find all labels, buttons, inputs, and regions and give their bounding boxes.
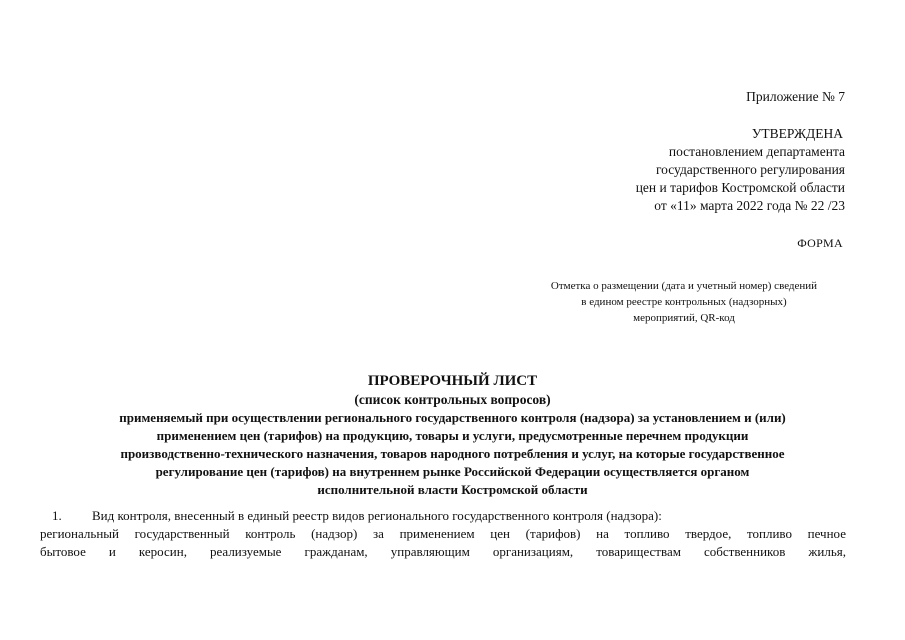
approval-block (636, 125, 845, 215)
title-line: исполнительной власти Костромской области (317, 482, 588, 497)
title-line: применением цен (тарифов) на продукцию, товары и услуги, предусмотренные перечнем продукции (156, 428, 749, 443)
form-label: ФОРМА (797, 236, 843, 250)
title-line: регулирование цен (тарифов) на внутреннем рынке Российской Федерации осуществляется органом (155, 464, 750, 479)
section-heading-text: Вид контроля, внесенный в единый реестр видов регионального государственного контроля (надзора): (92, 508, 662, 523)
approval-heading: УТВЕРЖДЕНА (751, 126, 843, 141)
approval-line: цен и тарифов Костромской области (635, 180, 845, 195)
title-line: применяемый при осуществлении регионального государственного контроля (надзора) за установлением и (или) (119, 410, 786, 425)
appendix-label: Приложение № 7 (746, 89, 845, 104)
title-line: производственно-технического назначения, товаров народного потребления и услуг, на которые государственное (120, 446, 785, 461)
registry-mark-note (514, 278, 854, 326)
approval-line: от «11» марта 2022 года № 22 /23 (654, 198, 845, 213)
mark-note-line: в едином реестре контрольных (надзорных) (581, 296, 787, 308)
document-title (40, 372, 865, 499)
section-1 (40, 507, 846, 561)
section-1-heading (40, 507, 846, 525)
approval-line: постановлением департамента (668, 144, 845, 159)
mark-note-line: Отметка о размещении (дата и учетный номер) сведений (550, 280, 818, 292)
title-main: ПРОВЕРОЧНЫЙ ЛИСТ (367, 373, 538, 389)
section-body-line: региональный государственный контроль (надзор) за применением цен (тарифов) на топливо твердое, топливо печное (40, 526, 846, 541)
approval-line: государственного регулирования (655, 162, 845, 177)
title-subtitle: (список контрольных вопросов) (354, 392, 551, 407)
section-body-line: бытовое и керосин, реализуемые гражданам, управляющим организациям, товариществам собственников жилья, (40, 544, 846, 559)
mark-note-line: мероприятий, QR-код (633, 312, 735, 324)
section-number: 1. (52, 508, 62, 523)
